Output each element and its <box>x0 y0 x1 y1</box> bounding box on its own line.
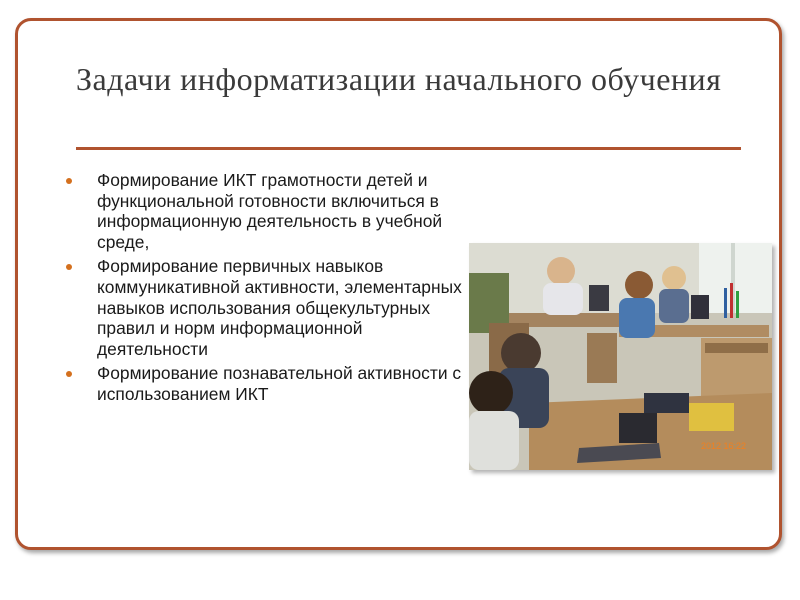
bullet-text: Формирование познавательной активности с использованием ИКТ <box>97 363 462 404</box>
bullet-item <box>62 363 462 404</box>
photo-timestamp: 2012 16:22 <box>701 441 747 451</box>
classroom-photo <box>469 243 772 470</box>
bullet-item <box>62 256 462 359</box>
bullet-dot-icon <box>66 264 72 270</box>
bullet-dot-icon <box>66 371 72 377</box>
bullet-dot-icon <box>66 178 72 184</box>
bullet-list <box>62 170 462 409</box>
bullet-text: Формирование первичных навыков коммуникативной активности, элементарных навыков использования общекультурных правил и норм информационной деятельности <box>97 256 462 359</box>
slide-title: Задачи информатизации начального обучения <box>76 61 722 97</box>
title-divider <box>76 147 741 150</box>
classroom-photo-illustration <box>469 243 772 470</box>
bullet-text: Формирование ИКТ грамотности детей и функциональной готовности включиться в информационную деятельность в учебной среде, <box>97 170 443 252</box>
bullet-item <box>62 170 462 252</box>
